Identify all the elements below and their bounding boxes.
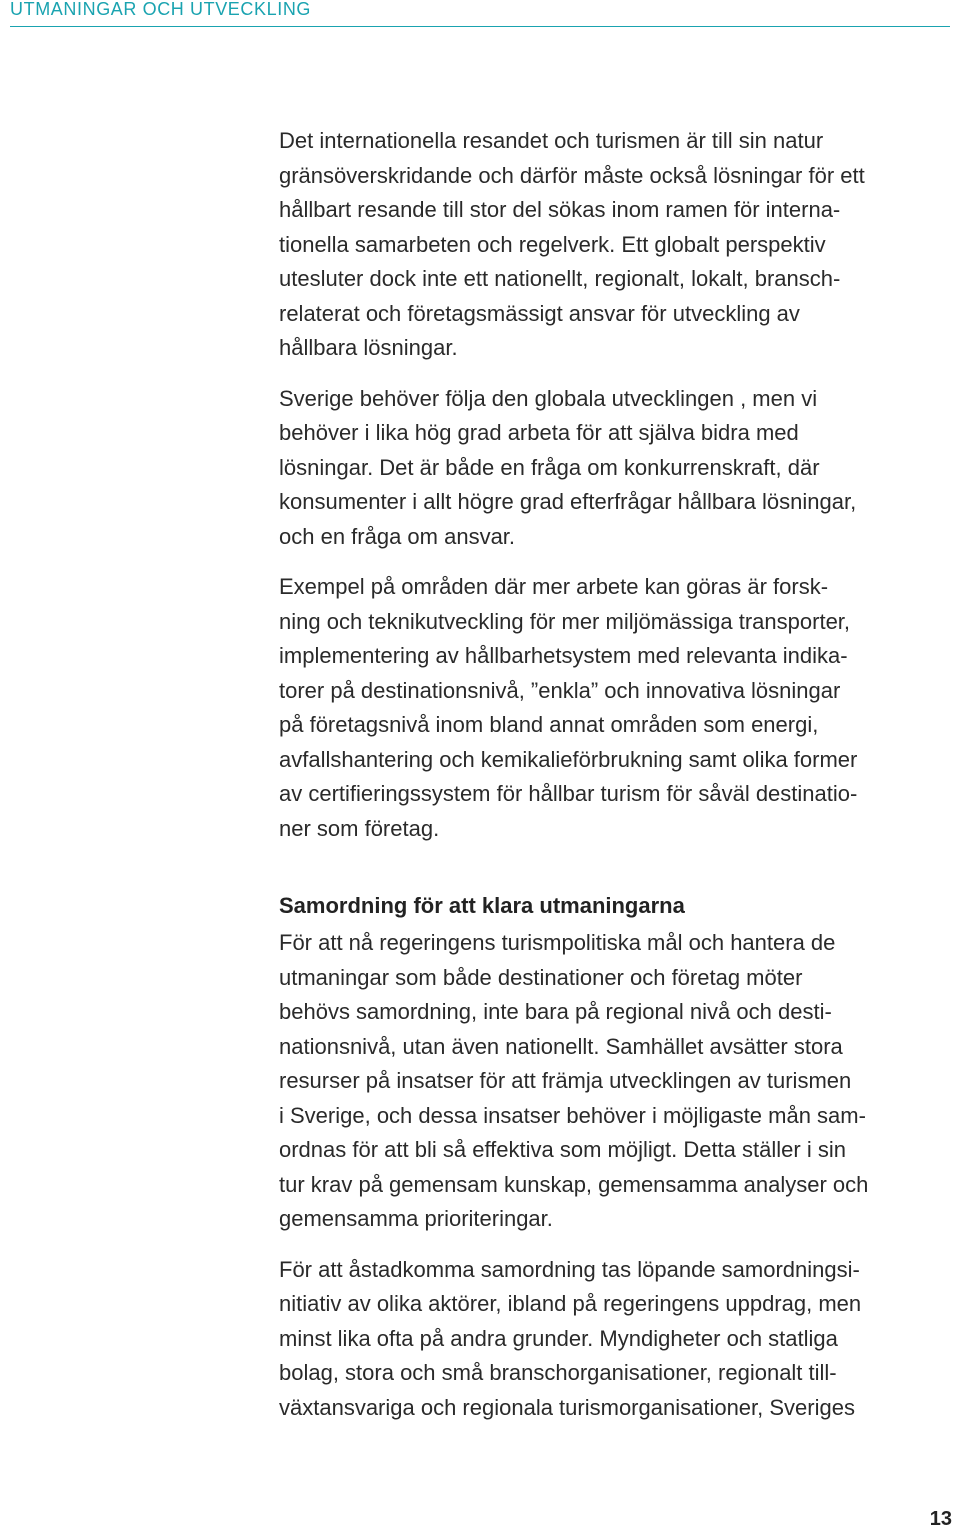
- text-line: ordnas för att bli så effektiva som möjligt. Detta ställer i sin: [279, 1137, 846, 1162]
- text-line: resurser på insatser för att främja utvecklingen av turismen: [279, 1068, 852, 1093]
- running-header: UTMANINGAR OCH UTVECKLING: [10, 0, 312, 19]
- text-line: av certifieringssystem för hållbar turism för såväl destinatio-: [279, 781, 858, 806]
- body-text-column: [279, 124, 951, 1425]
- header-rule: [10, 26, 950, 27]
- text-line: gränsöverskridande och därför måste också lösningar för ett: [279, 162, 865, 188]
- text-line: Sverige behöver följa den globala utvecklingen , men vi: [279, 385, 818, 411]
- text-line: relaterat och företagsmässigt ansvar för utveckling av: [279, 300, 800, 326]
- text-line: nationsnivå, utan även nationellt. Samhället avsätter stora: [279, 1033, 843, 1059]
- paragraph-3: [279, 570, 951, 846]
- paragraph-2: [279, 382, 951, 555]
- text-line: konsumenter i allt högre grad efterfrågar hållbara lösningar,: [279, 489, 857, 514]
- section-paragraph-1: [279, 926, 951, 1237]
- text-line: Det internationella resandet och turismen är till sin natur: [279, 128, 824, 153]
- text-line: tur krav på gemensam kunskap, gemensamma analyser och: [279, 1171, 869, 1197]
- text-line: För att åstadkomma samordning tas löpande samordningsi-: [279, 1256, 860, 1282]
- section-heading: Samordning för att klara utmaningarna: [279, 893, 685, 918]
- text-line: hållbart resande till stor del sökas inom ramen för interna-: [279, 197, 841, 222]
- text-line: behöver i lika hög grad arbeta för att själva bidra med: [279, 420, 799, 445]
- text-line: avfallshantering och kemikalieförbrukning samt olika former: [279, 746, 858, 772]
- text-line: tionella samarbeten och regelverk. Ett globalt perspektiv: [279, 231, 826, 257]
- paragraph-1: [279, 124, 951, 366]
- text-line: och en fråga om ansvar.: [279, 523, 516, 549]
- text-line: För att nå regeringens turismpolitiska mål och hantera de: [279, 930, 836, 955]
- page-number: 13: [929, 1508, 952, 1530]
- text-line: utmaningar som både destinationer och företag möter: [279, 964, 803, 990]
- text-line: ner som företag.: [279, 815, 440, 841]
- text-line: gemensamma prioriteringar.: [279, 1206, 553, 1231]
- text-line: på företagsnivå inom bland annat områden som energi,: [279, 712, 819, 737]
- text-line: hållbara lösningar.: [279, 335, 458, 360]
- text-line: växtansvariga och regionala turismorganisationer, Sveriges: [279, 1394, 855, 1420]
- text-line: i Sverige, och dessa insatser behöver i möjligaste mån sam-: [279, 1102, 866, 1128]
- text-line: ning och teknikutveckling för mer miljömässiga transporter,: [279, 608, 851, 634]
- text-line: torer på destinationsnivå, ”enkla” och innovativa lösningar: [279, 677, 841, 703]
- text-line: behövs samordning, inte bara på regional nivå och desti-: [279, 999, 832, 1024]
- section-paragraph-2: [279, 1253, 951, 1426]
- text-line: lösningar. Det är både en fråga om konkurrenskraft, där: [279, 454, 820, 480]
- text-line: nitiativ av olika aktörer, ibland på regeringens uppdrag, men: [279, 1291, 862, 1316]
- text-line: implementering av hållbarhetsystem med relevanta indika-: [279, 643, 848, 668]
- text-line: utesluter dock inte ett nationellt, regionalt, lokalt, bransch-: [279, 266, 841, 291]
- text-line: Exempel på områden där mer arbete kan göras är forsk-: [279, 574, 829, 599]
- text-line: bolag, stora och små branschorganisationer, regionalt till-: [279, 1360, 837, 1385]
- text-line: minst lika ofta på andra grunder. Myndigheter och statliga: [279, 1325, 838, 1351]
